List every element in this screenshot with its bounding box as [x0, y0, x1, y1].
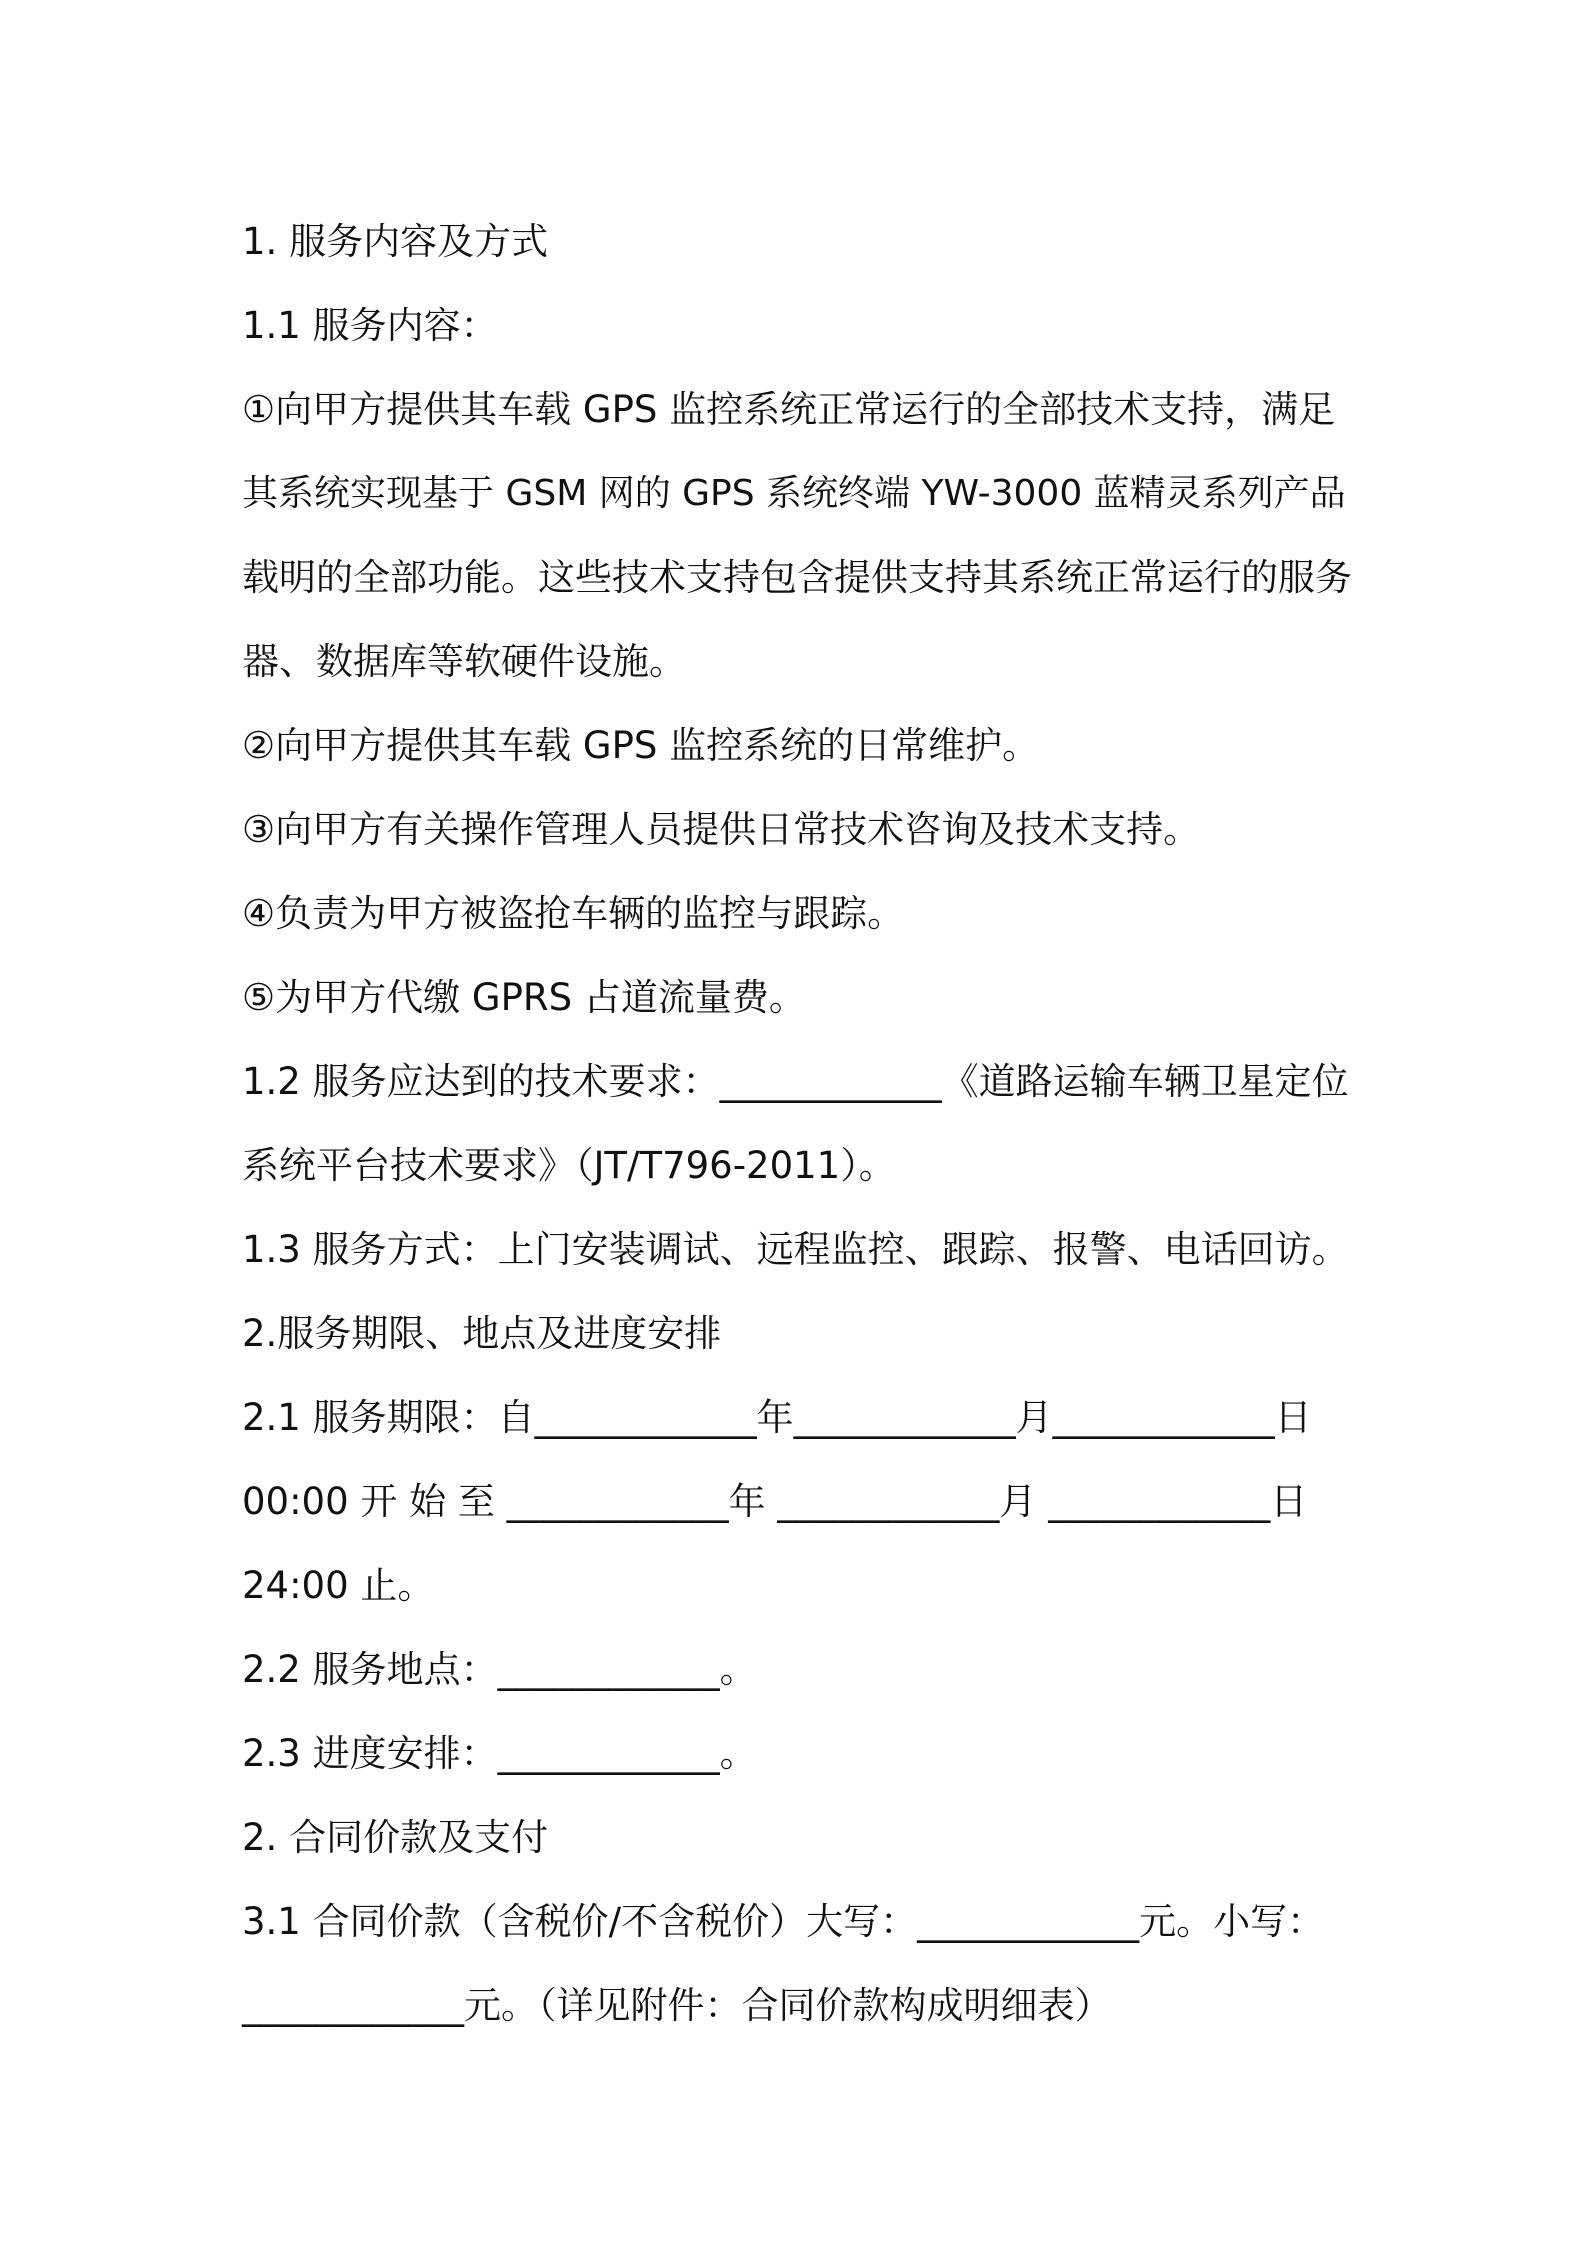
service-location-line: 2.2 服务地点：____________。	[242, 1648, 757, 1691]
paragraph-line: 其系统实现基于 GSM 网的 GPS 系统终端 YW-3000 蓝精灵系列产品	[242, 473, 1346, 514]
service-period-line: 24:00 止。	[242, 1564, 435, 1607]
tech-requirement-line: 1.2 服务应达到的技术要求：____________《道路运输车辆卫星定位	[242, 1060, 1349, 1103]
list-item: ②向甲方提供其车载 GPS 监控系统的日常维护。	[242, 724, 1040, 767]
service-period-line: 2.1 服务期限：自____________年____________月____________日	[242, 1396, 1312, 1439]
list-item: ③向甲方有关操作管理人员提供日常技术咨询及技术支持。	[242, 808, 1201, 851]
schedule-line: 2.3 进度安排：____________。	[242, 1732, 757, 1775]
list-item: ⑤为甲方代缴 GPRS 占道流量费。	[242, 976, 806, 1019]
tech-requirement-line: 系统平台技术要求》（JT/T796-2011）。	[242, 1144, 896, 1187]
document-page	[242, 200, 1352, 2048]
paragraph-line: 器、数据库等软硬件设施。	[242, 640, 686, 683]
service-period-line: 00:00 开 始 至 ____________年 ____________月 ____________日	[242, 1480, 1308, 1523]
heading-service-content: 1. 服务内容及方式	[242, 220, 549, 263]
heading-service-period: 2.服务期限、地点及进度安排	[242, 1312, 722, 1355]
heading-contract-price: 2. 合同价款及支付	[242, 1816, 549, 1859]
paragraph-line: 载明的全部功能。这些技术支持包含提供支持其系统正常运行的服务	[242, 556, 1352, 599]
contract-price-line: ____________元。（详见附件：合同价款构成明细表）	[242, 1984, 1112, 2027]
service-method-line: 1.3 服务方式：上门安装调试、远程监控、跟踪、报警、电话回访。	[242, 1228, 1349, 1271]
subheading-service-content: 1.1 服务内容：	[242, 304, 498, 347]
paragraph-line: ①向甲方提供其车载 GPS 监控系统正常运行的全部技术支持，满足	[242, 388, 1336, 431]
list-item: ④负责为甲方被盗抢车辆的监控与跟踪。	[242, 892, 905, 935]
contract-price-line: 3.1 合同价款（含税价/不含税价）大写：____________元。小写：	[242, 1900, 1325, 1943]
